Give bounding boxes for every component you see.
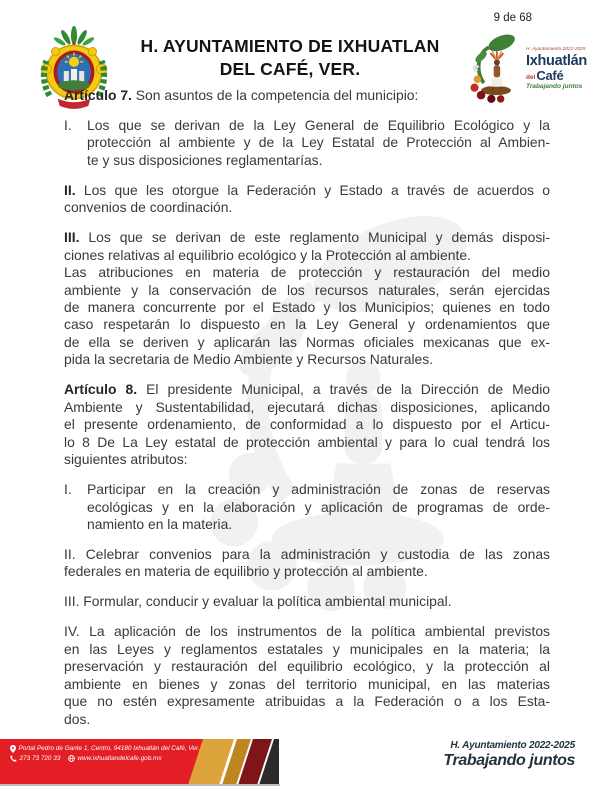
page-title — [122, 35, 458, 80]
title-line-1: H. AYUNTAMIENTO DE IXHUATLAN — [140, 36, 440, 56]
footer-website: www.ixhuatlandelcafe.gob.mx — [77, 754, 162, 762]
text-line: Las atribuciones en materia de protección y restauración del medio — [64, 264, 550, 281]
text-line: el presente ordenamiento, de conformidad a lo dispuesto por el Articu- — [64, 416, 550, 433]
paragraph — [64, 87, 550, 104]
text-line: Artículo 7. Son asuntos de la competencia del municipio: — [64, 87, 419, 103]
title-line-2: DEL CAFÉ, VER. — [219, 58, 361, 79]
footer-bar-shadow — [0, 784, 280, 786]
text-line: de manera concurrente por el Estado y los Municipios; quienes en todo — [64, 299, 550, 316]
brand-del-label: del — [526, 73, 536, 81]
phone-icon — [10, 755, 17, 762]
town-brand-text — [526, 48, 587, 91]
text-line: te y sus disposiciones reglamentarías. — [87, 151, 323, 168]
item-marker: I. — [64, 116, 72, 133]
text-line: en las Leyes y reglamentos estatales y municipales en la materia; la — [64, 640, 550, 657]
text-line: IV. La aplicación de los instrumentos de la política ambiental previstos — [64, 623, 551, 640]
text-line: de ella se deriven y aplicarán las Normas oficiales mexicanas que ex- — [64, 333, 550, 350]
paragraph — [64, 182, 550, 217]
item-marker: I. — [64, 481, 72, 498]
item-marker: II. — [64, 181, 76, 198]
item-marker: III. — [64, 593, 80, 610]
paragraph — [64, 481, 550, 533]
item-marker: III. — [64, 229, 80, 246]
paragraph — [64, 593, 550, 610]
text-line: preservación y restauración del equilibrio ecológico, y la protección al — [64, 658, 550, 675]
globe-icon — [68, 755, 75, 762]
text-line: namiento en la materia. — [87, 516, 233, 533]
text-line: ambiente y la conservación de los recursos naturales, serán ejercidas — [64, 281, 550, 298]
text-line: lo 8 De La Ley estatal de protección ambiental y para lo cual tendrá los — [64, 433, 550, 450]
paragraph — [64, 546, 550, 581]
item-marker: Artículo 7. — [64, 87, 132, 103]
text-line: que no estén expresamente atribuidas a la Federación o a los Esta- — [64, 693, 550, 710]
item-marker: IV. — [64, 623, 80, 640]
text-line: Artículo 8. El presidente Municipal, a través de la Dirección de Medio — [64, 381, 551, 398]
paragraph — [64, 229, 550, 369]
text-line: convenios de coordinación. — [64, 199, 233, 216]
item-marker: Artículo 8. — [64, 381, 138, 398]
crest-top-leaves — [53, 26, 95, 47]
brand-admin-label: H. Ayuntamiento 2022-2025 — [526, 46, 586, 52]
page-number: 9 de 68 — [493, 12, 532, 24]
dancer-figure — [490, 51, 503, 90]
brand-cafe-label: Café — [536, 68, 564, 84]
brand-town-name: Ixhuatlán — [526, 52, 587, 69]
text-line: ecológicas y en la elaboración y aplicación de programas de orde- — [87, 498, 550, 515]
text-line: siguientes atributos: — [64, 451, 188, 468]
footer-address: Portal Pedro de Gante 1, Centro, 94180 Ixhuatlán del Café, Ver. — [18, 745, 200, 752]
document-body — [64, 87, 550, 741]
paragraph — [64, 117, 550, 169]
item-marker: II. — [64, 545, 76, 562]
brand-slogan: Trabajando juntos — [526, 82, 583, 90]
text-line: III. Los que se derivan de este reglamento Municipal y demás disposi- — [64, 229, 550, 246]
footer-slogan: Trabajando juntos — [443, 751, 575, 769]
text-line: dos. — [64, 710, 91, 727]
footer-administration — [443, 741, 575, 769]
footer-phone: 273 73 720 33 — [19, 754, 61, 762]
text-line: ambiente en bienes y zonas del territorio municipal, en las materias — [64, 675, 550, 692]
text-line: Ambiente y Sustentabilidad, ejecutará dichas disposiciones, aplicando — [64, 398, 550, 415]
text-line: pida la secretaria de Medio Ambiente y Recursos Naturales. — [64, 351, 434, 368]
text-line: III. Formular, conducir y evaluar la política ambiental municipal. — [64, 593, 452, 610]
paragraph — [64, 623, 550, 728]
text-line: I. Los que se derivan de la Ley General de Equilibrio Ecológico y la — [64, 116, 550, 133]
text-line: II. Celebrar convenios para la administración y custodia de las zonas — [64, 545, 550, 562]
footer-admin-label: H. Ayuntamiento 2022-2025 — [450, 740, 575, 751]
text-line: federales en materia de equilibrio y protección al ambiente. — [64, 563, 428, 580]
text-line: caso respetarán lo dispuesto en la Ley General y ordenamientos que — [64, 316, 550, 333]
paragraph — [64, 381, 550, 468]
text-line: ciones relativas al equilibrio ecológico y la Protección al ambiente. — [64, 246, 471, 263]
location-pin-icon — [10, 745, 16, 753]
text-line: II. Los que les otorgue la Federación y Estado a través de acuerdos o — [64, 181, 550, 198]
text-line: I. Participar en la creación y administración de zonas de reservas — [64, 481, 550, 498]
text-line: protección al ambiente y de la Ley Estatal de Protección al Ambien- — [87, 134, 550, 151]
footer-contact — [10, 744, 200, 763]
